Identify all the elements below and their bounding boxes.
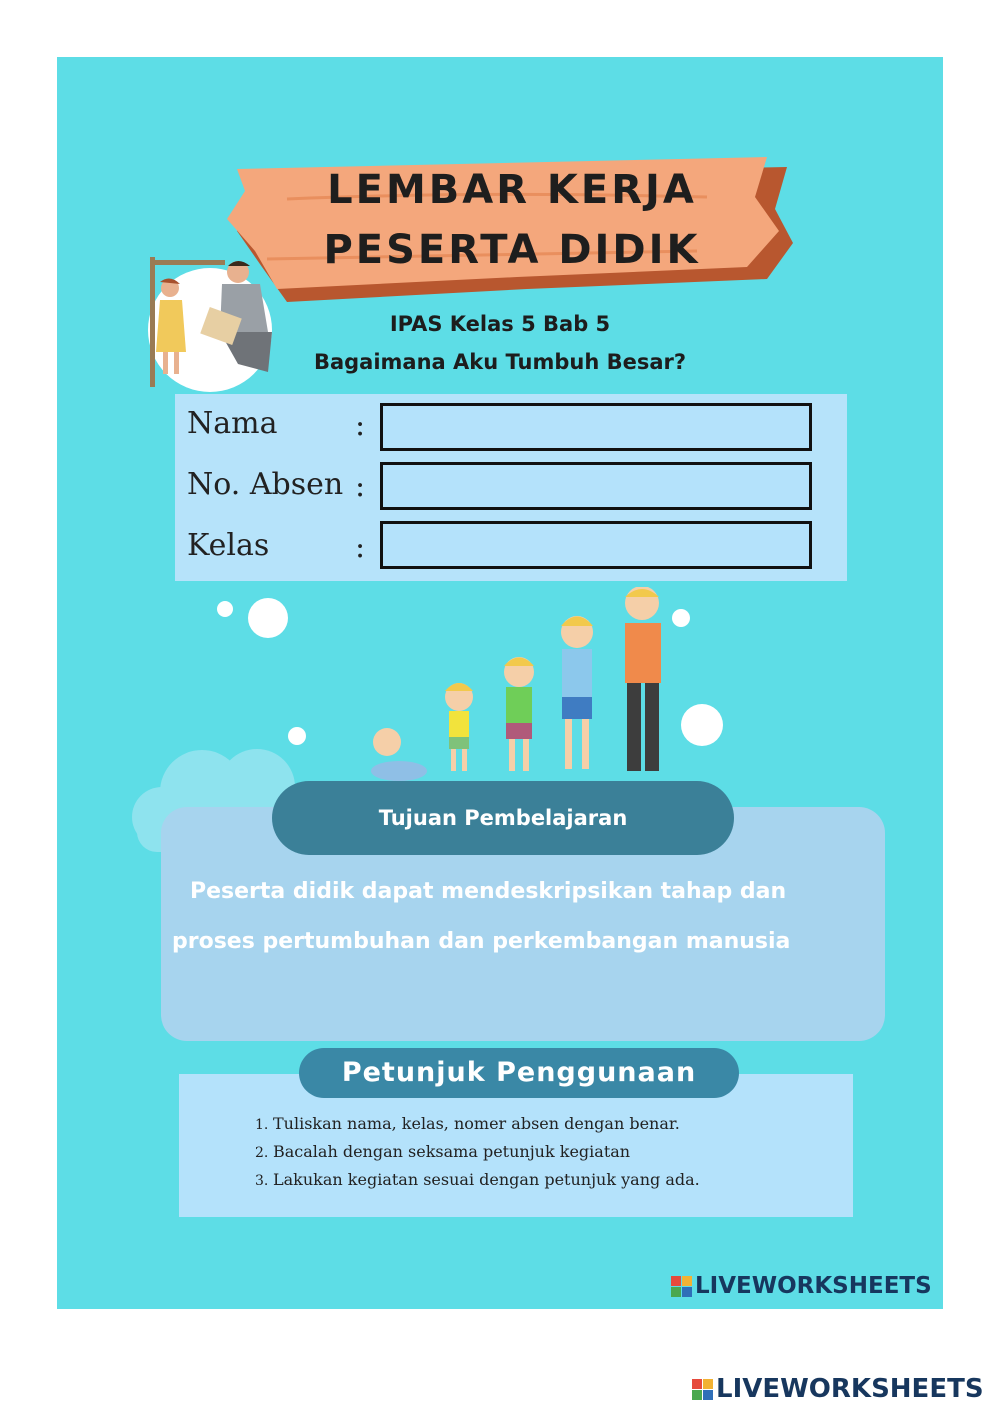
class-colon: : (355, 530, 366, 565)
list-item: 2. Bacalah dengan seksama petunjuk kegiatan (255, 1142, 631, 1161)
bubble-decoration (288, 727, 306, 745)
baby-figure (371, 728, 427, 781)
liveworksheets-logo-icon (692, 1379, 713, 1400)
learning-objective-text (172, 867, 872, 967)
class-input[interactable] (380, 521, 812, 569)
class-label: Kelas (187, 528, 270, 563)
subtitle-chapter: Bagaimana Aku Tumbuh Besar? (313, 350, 687, 374)
growth-stages-illustration (357, 587, 687, 787)
bubble-decoration (248, 598, 288, 638)
name-colon: : (355, 408, 366, 443)
worksheet-page (57, 57, 943, 1309)
liveworksheets-brand-inner: LIVEWORKSHEETS (671, 1273, 932, 1299)
title-line-2: PESERTA DIDIK (323, 227, 701, 273)
learning-objective-heading: Tujuan Pembelajaran (272, 781, 734, 855)
subtitle-course: IPAS Kelas 5 Bab 5 (389, 312, 611, 336)
wood-board-shape (227, 139, 797, 309)
toddler-figure (445, 683, 473, 771)
child-figure (504, 657, 534, 771)
absen-colon: : (355, 469, 366, 504)
instructions-list (255, 1110, 700, 1194)
liveworksheets-brand-footer[interactable]: LIVEWORKSHEETS (692, 1374, 984, 1404)
teen-figure (561, 616, 593, 769)
title-line-1: LEMBAR KERJA (327, 167, 697, 213)
student-identity-form (175, 394, 847, 581)
liveworksheets-logo-icon (671, 1276, 692, 1297)
list-item: 1. Tuliskan nama, kelas, nomer absen dengan benar. (255, 1114, 680, 1133)
bubble-decoration (217, 601, 233, 617)
adult-figure (625, 587, 661, 771)
bubble-decoration (681, 704, 723, 746)
name-input[interactable] (380, 403, 812, 451)
title-sign (227, 139, 797, 309)
absen-label: No. Absen (187, 467, 344, 502)
learning-objective-line-2: proses pertumbuhan dan perkembangan manusia (172, 929, 791, 954)
name-label: Nama (187, 406, 278, 441)
instructions-heading: Petunjuk Penggunaan (299, 1048, 739, 1098)
absen-input[interactable] (380, 462, 812, 510)
list-item: 3. Lakukan kegiatan sesuai dengan petunjuk yang ada. (255, 1170, 700, 1189)
learning-objective-line-1: Peserta didik dapat mendeskripsikan tahap dan (190, 879, 787, 904)
